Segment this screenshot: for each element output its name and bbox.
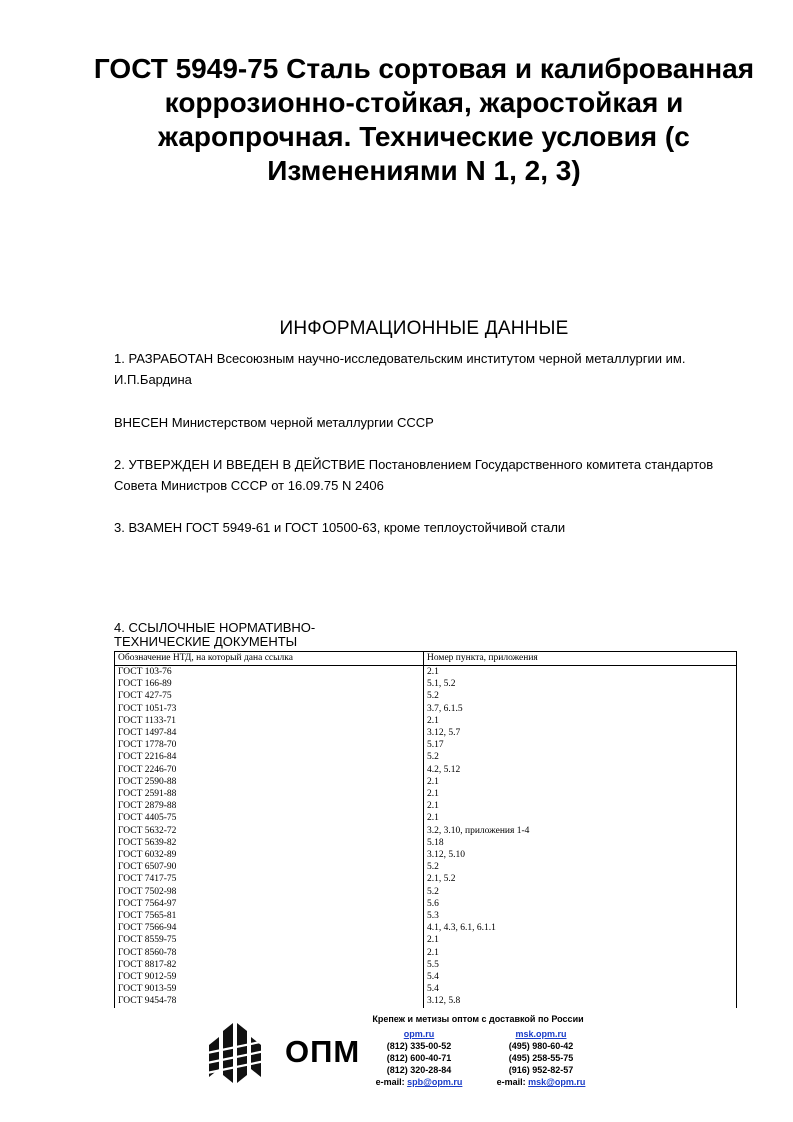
table-row [115,800,737,812]
cell-clause: 2.1 [424,812,737,824]
cell-document: ГОСТ 7564-97 [115,898,424,910]
cell-clause: 5.2 [424,690,737,702]
table-row [115,776,737,788]
cell-clause: 5.4 [424,983,737,995]
table-row [115,898,737,910]
document-title: ГОСТ 5949-75 Сталь сортовая и калиброванная коррозионно-стойкая, жаростойкая и жаропрочная. Технические условия (с Изменениями N 1, 2, 3) [93,53,755,186]
msk-phone-3: (916) 952-82-57 [508,1065,574,1075]
spb-phone-2: (812) 600-40-71 [386,1053,452,1063]
cell-clause: 2.1 [424,947,737,959]
cell-clause: 5.2 [424,861,737,873]
table-row [115,703,737,715]
cell-document: ГОСТ 9013-59 [115,983,424,995]
cell-document: ГОСТ 8817-82 [115,959,424,971]
cell-clause: 2.1 [424,800,737,812]
table-row [115,873,737,885]
spb-contacts [368,1028,470,1088]
cell-document: ГОСТ 2216-84 [115,751,424,763]
references-heading-line-2: ТЕХНИЧЕСКИЕ ДОКУМЕНТЫ [114,634,298,649]
table-row [115,788,737,800]
msk-email-label: e-mail: [496,1077,529,1087]
paragraph-developed-by: 1. РАЗРАБОТАН Всесоюзным научно-исследовательским институтом черной металлургии им. И.П.Бардина [114,351,686,387]
cell-document: ГОСТ 1051-73 [115,703,424,715]
table-row [115,886,737,898]
table-row [115,861,737,873]
cell-clause: 2.1 [424,934,737,946]
table-row [115,751,737,763]
opm-logo-icon [205,1017,269,1089]
spb-email-link[interactable]: spb@opm.ru [407,1077,463,1087]
table-row [115,812,737,824]
paragraph-approved: 2. УТВЕРЖДЕН И ВВЕДЕН В ДЕЙСТВИЕ Постановлением Государственного комитета стандартов Совета Министров СССР от 16.09.75 N 2406 [114,457,714,493]
cell-clause: 5.1, 5.2 [424,678,737,690]
table-row [115,715,737,727]
cell-clause: 5.6 [424,898,737,910]
table-row [115,739,737,751]
references-table [114,651,737,1008]
cell-clause: 3.2, 3.10, приложения 1-4 [424,825,737,837]
brand-name: ОПМ [285,1034,361,1069]
cell-clause: 2.1 [424,776,737,788]
paragraph-introduced-by: ВНЕСЕН Министерством черной металлургии СССР [114,415,434,430]
table-row [115,825,737,837]
table-row [115,666,737,679]
cell-clause: 3.7, 6.1.5 [424,703,737,715]
cell-document: ГОСТ 1133-71 [115,715,424,727]
references-heading [114,621,414,649]
paragraph-replaces: 3. ВЗАМЕН ГОСТ 5949-61 и ГОСТ 10500-63, кроме теплоустойчивой стали [114,520,566,535]
cell-document: ГОСТ 7565-81 [115,910,424,922]
cell-clause: 3.12, 5.8 [424,995,737,1007]
cell-document: ГОСТ 2879-88 [115,800,424,812]
cell-document: ГОСТ 2590-88 [115,776,424,788]
cell-clause: 5.5 [424,959,737,971]
spb-email-line [368,1076,470,1088]
cell-document: ГОСТ 103-76 [115,666,424,679]
cell-clause: 2.1 [424,715,737,727]
table-row [115,934,737,946]
cell-document: ГОСТ 4405-75 [115,812,424,824]
cell-document: ГОСТ 9012-59 [115,971,424,983]
cell-document: ГОСТ 166-89 [115,678,424,690]
msk-phone-2: (495) 258-55-75 [508,1053,574,1063]
cell-document: ГОСТ 5632-72 [115,825,424,837]
table-row [115,947,737,959]
cell-document: ГОСТ 2246-70 [115,764,424,776]
spb-phone-3: (812) 320-28-84 [386,1065,452,1075]
table-row [115,849,737,861]
column-header-document: Обозначение НТД, на который дана ссылка [115,652,424,666]
msk-site-link[interactable]: msk.opm.ru [515,1029,567,1039]
table-row [115,678,737,690]
cell-document: ГОСТ 7502-98 [115,886,424,898]
cell-clause: 2.1 [424,788,737,800]
spb-site-link[interactable]: opm.ru [403,1029,435,1039]
cell-document: ГОСТ 2591-88 [115,788,424,800]
table-row [115,971,737,983]
cell-clause: 4.2, 5.12 [424,764,737,776]
cell-clause: 2.1 [424,666,737,679]
spb-email-label: e-mail: [375,1077,408,1087]
cell-clause: 5.18 [424,837,737,849]
cell-clause: 4.1, 4.3, 6.1, 6.1.1 [424,922,737,934]
table-row [115,764,737,776]
cell-clause: 5.4 [424,971,737,983]
section-heading: ИНФОРМАЦИОННЫЕ ДАННЫЕ [279,318,569,339]
table-header-row [115,652,737,666]
footer-tagline: Крепеж и метизы оптом с доставкой по России [372,1014,584,1024]
cell-clause: 2.1, 5.2 [424,873,737,885]
cell-document: ГОСТ 6507-90 [115,861,424,873]
cell-document: ГОСТ 9454-78 [115,995,424,1007]
table-row [115,983,737,995]
cell-document: ГОСТ 427-75 [115,690,424,702]
msk-contacts [490,1028,592,1088]
spb-phone-1: (812) 335-00-52 [386,1041,452,1051]
cell-document: ГОСТ 6032-89 [115,849,424,861]
cell-document: ГОСТ 5639-82 [115,837,424,849]
cell-document: ГОСТ 7566-94 [115,922,424,934]
cell-document: ГОСТ 7417-75 [115,873,424,885]
cell-clause: 5.3 [424,910,737,922]
table-row [115,995,737,1007]
cell-document: ГОСТ 8559-75 [115,934,424,946]
table-row [115,690,737,702]
cell-clause: 5.17 [424,739,737,751]
table-row [115,727,737,739]
cell-document: ГОСТ 8560-78 [115,947,424,959]
table-row [115,910,737,922]
cell-document: ГОСТ 1497-84 [115,727,424,739]
cell-clause: 3.12, 5.10 [424,849,737,861]
cell-document: ГОСТ 1778-70 [115,739,424,751]
cell-clause: 5.2 [424,751,737,763]
msk-phone-1: (495) 980-60-42 [508,1041,574,1051]
cell-clause: 5.2 [424,886,737,898]
msk-email-link[interactable]: msk@opm.ru [528,1077,586,1087]
msk-email-line [490,1076,592,1088]
references-table-body [115,666,737,1008]
table-row [115,922,737,934]
table-row [115,837,737,849]
column-header-clause: Номер пункта, приложения [424,652,737,666]
references-heading-line-1: 4. ССЫЛОЧНЫЕ НОРМАТИВНО- [114,620,316,635]
table-row [115,959,737,971]
cell-clause: 3.12, 5.7 [424,727,737,739]
